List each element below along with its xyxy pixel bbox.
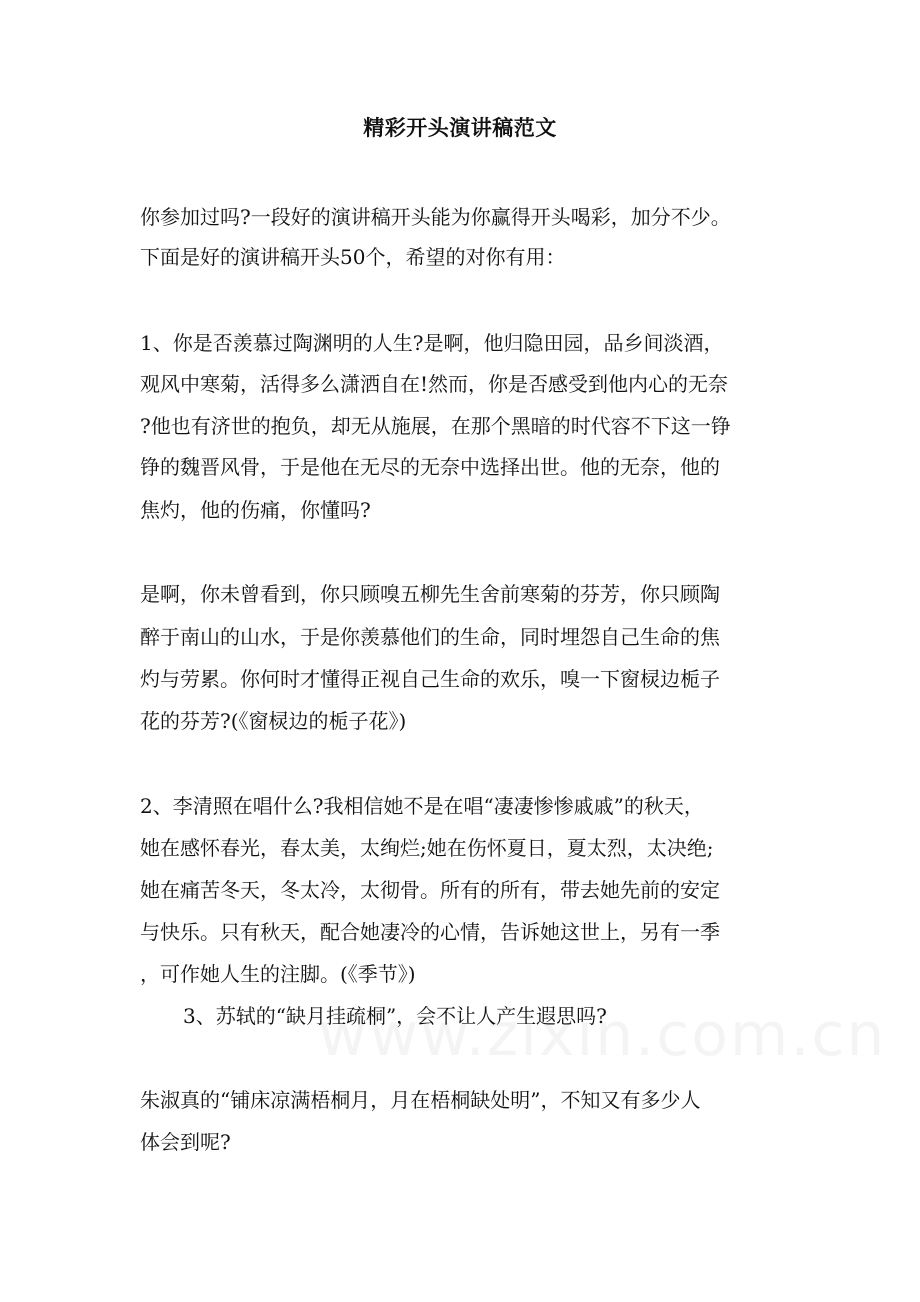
paragraph-line: 你参加过吗?一段好的演讲稿开头能为你赢得开头喝彩，加分不少。 xyxy=(140,205,731,229)
paragraph-line: 她在感怀春光，春太美，太绚烂;她在伤怀夏日，夏太烈，太决绝; xyxy=(140,836,714,860)
paragraph-line: 她在痛苦冬天，冬太冷，太彻骨。所有的所有，带去她先前的安定 xyxy=(140,878,720,902)
paragraph-line: ，可作她人生的注脚。(《季节》) xyxy=(140,962,416,986)
paragraph-line: 灼与劳累。你何时才懂得正视自己生命的欢乐，嗅一下窗棂边栀子 xyxy=(140,667,720,691)
paragraph-line: 1、你是否羡慕过陶渊明的人生?是啊，他归隐田园，品乡间淡酒， xyxy=(140,331,724,355)
paragraph-line: 下面是好的演讲稿开头50个，希望的对你有用： xyxy=(140,245,566,269)
paragraph-line: 是啊，你未曾看到，你只顾嗅五柳先生舍前寒菊的芬芳，你只顾陶 xyxy=(140,582,720,606)
paragraph-line: 朱淑真的“铺床凉满梧桐月，月在梧桐缺处明”，不知又有多少人 xyxy=(140,1088,701,1112)
paragraph-line: 铮的魏晋风骨，于是他在无尽的无奈中选择出世。他的无奈，他的 xyxy=(140,455,720,479)
paragraph-line: 体会到呢? xyxy=(140,1130,231,1154)
paragraph-line: 3、苏轼的“缺月挂疏桐”，会不让人产生遐思吗? xyxy=(183,1004,607,1028)
paragraph-line: 与快乐。只有秋天，配合她凄冷的心情，告诉她这世上，另有一季 xyxy=(140,920,720,944)
document-title: 精彩开头演讲稿范文 xyxy=(363,115,557,140)
paragraph-line: ?他也有济世的抱负，却无从施展，在那个黑暗的时代容不下这一铮 xyxy=(140,414,731,438)
paragraph-line: 观风中寒菊，活得多么潇洒自在!然而，你是否感受到他内心的无奈 xyxy=(140,372,729,396)
paragraph-line: 焦灼，他的伤痛，你懂吗? xyxy=(140,498,371,522)
paragraph-line: 2、李清照在唱什么?我相信她不是在唱“凄凄惨惨戚戚”的秋天， xyxy=(140,794,704,818)
paragraph-line: 花的芬芳?(《窗棂边的栀子花》) xyxy=(140,709,407,733)
paragraph-line: 醉于南山的山水，于是你羡慕他们的生命，同时埋怨自己生命的焦 xyxy=(140,625,720,649)
